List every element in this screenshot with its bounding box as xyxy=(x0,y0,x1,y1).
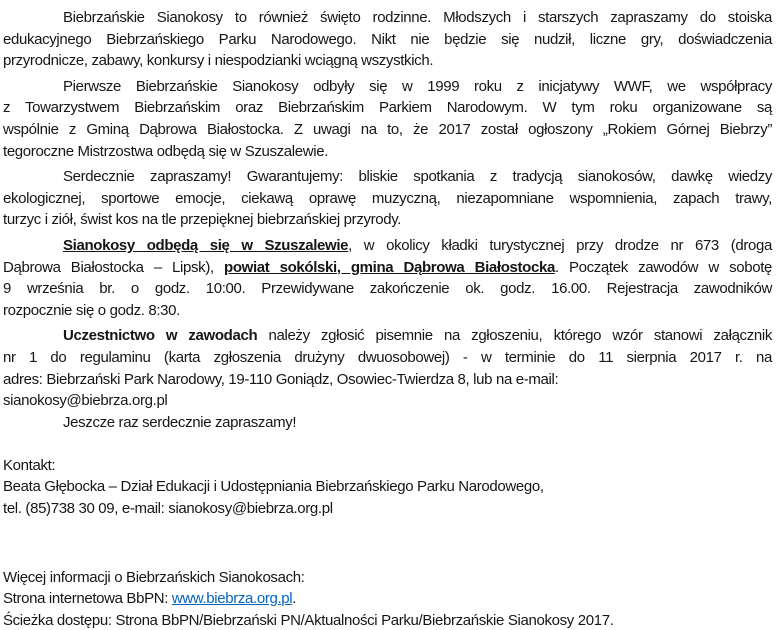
text-run: sianokosy@biebrza.org.pl xyxy=(3,392,168,410)
text-run: ekologicznej, sportowe emocje, ciekawą oprawę muzyczną, niezapomniane wspomnienia, zapach trawy, xyxy=(3,189,772,207)
text-run: Dąbrowa Białostocka – Lipsk), xyxy=(3,258,224,276)
text-run: Pierwsze Biebrzańskie Sianokosy odbyły się w 1999 roku z inicjatywy WWF, we współpracy xyxy=(63,77,772,95)
text-run: Ścieżka dostępu: Strona BbPN/Biebrzański PN/Aktualności Parku/Biebrzańskie Sianokosy 2017. xyxy=(3,612,614,630)
text-run: edukacyjnego Biebrzańskiego Parku Narodowego. Nikt nie będzie się nudził, liczne gry, doświadczenia xyxy=(3,30,772,48)
text-line xyxy=(3,188,772,210)
text-line xyxy=(3,369,772,391)
text-run: , w okolicy kładki turystycznej przy drodze nr 673 (droga xyxy=(348,236,772,254)
text-line xyxy=(3,257,772,279)
text-line xyxy=(3,325,772,347)
text-line xyxy=(3,567,772,589)
text-line xyxy=(3,278,772,300)
text-run: turzyc i ziół, świst kos na tle przepięknej biebrzańskiej przyrody. xyxy=(3,211,402,229)
text-run: 9 września br. o godz. 10:00. Przewidywane zakończenie ok. godz. 16.00. Rejestracja zawodników xyxy=(3,280,772,298)
text-line xyxy=(3,119,772,141)
text-run: powiat sokólski, gmina Dąbrowa Białostocka xyxy=(224,258,555,276)
text-run: nr 1 do regulaminu (karta zgłoszenia drużyny dwuosobowej) - w terminie do 11 sierpnia 2017 r. na xyxy=(3,348,772,366)
biebrza-website-link[interactable]: www.biebrza.org.pl xyxy=(171,590,293,608)
text-line xyxy=(3,412,772,434)
text-line xyxy=(3,610,772,630)
text-run: Beata Głębocka – Dział Edukacji i Udostępniania Biebrzańskiego Parku Narodowego, xyxy=(3,478,544,496)
text-run: tegoroczne Mistrzostwa odbędą się w Szuszalewie. xyxy=(3,142,329,160)
text-line xyxy=(3,50,772,72)
text-line xyxy=(3,97,772,119)
text-line xyxy=(3,29,772,51)
text-line xyxy=(3,141,772,163)
text-line xyxy=(3,300,772,322)
text-run: adres: Biebrzański Park Narodowy, 19-110 Goniądz, Osowiec-Twierdza 8, lub na e-mail: xyxy=(3,370,559,388)
text-line xyxy=(3,166,772,188)
text-run: z Towarzystwem Biebrzańskim oraz Biebrzańskim Parkiem Narodowym. W tym roku organizowane są xyxy=(3,99,772,117)
text-line xyxy=(3,455,772,477)
text-run: Biebrzańskie Sianokosy to również święto rodzinne. Młodszych i starszych zapraszamy do stoiska xyxy=(63,9,772,26)
text-line xyxy=(3,347,772,369)
text-run: . xyxy=(292,590,297,608)
text-run: Uczestnictwo w zawodach xyxy=(63,327,258,345)
text-line xyxy=(3,76,772,98)
text-line xyxy=(3,235,772,257)
text-run: tel. (85)738 30 09, e-mail: sianokosy@biebrza.org.pl xyxy=(3,500,333,518)
text-line xyxy=(3,209,772,231)
text-run: Serdecznie zapraszamy! Gwarantujemy: bliskie spotkania z tradycją sianokosów, dawkę wiedzy xyxy=(63,168,772,186)
text-line xyxy=(3,476,772,498)
text-run: Kontakt: xyxy=(3,456,56,474)
text-run: Strona internetowa BbPN: xyxy=(3,590,172,608)
text-run: . Początek zawodów w sobotę xyxy=(554,258,773,276)
text-line xyxy=(3,498,772,520)
text-line xyxy=(3,390,772,412)
text-run: Więcej informacji o Biebrzańskich Sianokosach: xyxy=(3,568,305,586)
text-line xyxy=(3,588,772,610)
text-run: Jeszcze raz serdecznie zapraszamy! xyxy=(63,413,297,431)
text-run: należy zgłosić pisemnie na zgłoszeniu, którego wzór stanowi załącznik xyxy=(257,327,772,345)
text-run: Sianokosy odbędą się w Szuszalewie xyxy=(63,236,349,254)
text-run: przyrodnicze, zabawy, konkursy i niespodzianki wciągną wszystkich. xyxy=(3,52,434,70)
text-run: wspólnie z Gminą Dąbrowa Białostocka. Z uwagi na to, że 2017 został ogłoszony „Rokiem Górnej Biebrzy” xyxy=(3,120,772,138)
blank-line xyxy=(3,433,772,455)
text-line xyxy=(3,7,772,29)
blank-line xyxy=(3,541,772,563)
blank-line xyxy=(3,520,772,542)
text-run: rozpocznie się o godz. 8:30. xyxy=(3,301,180,319)
